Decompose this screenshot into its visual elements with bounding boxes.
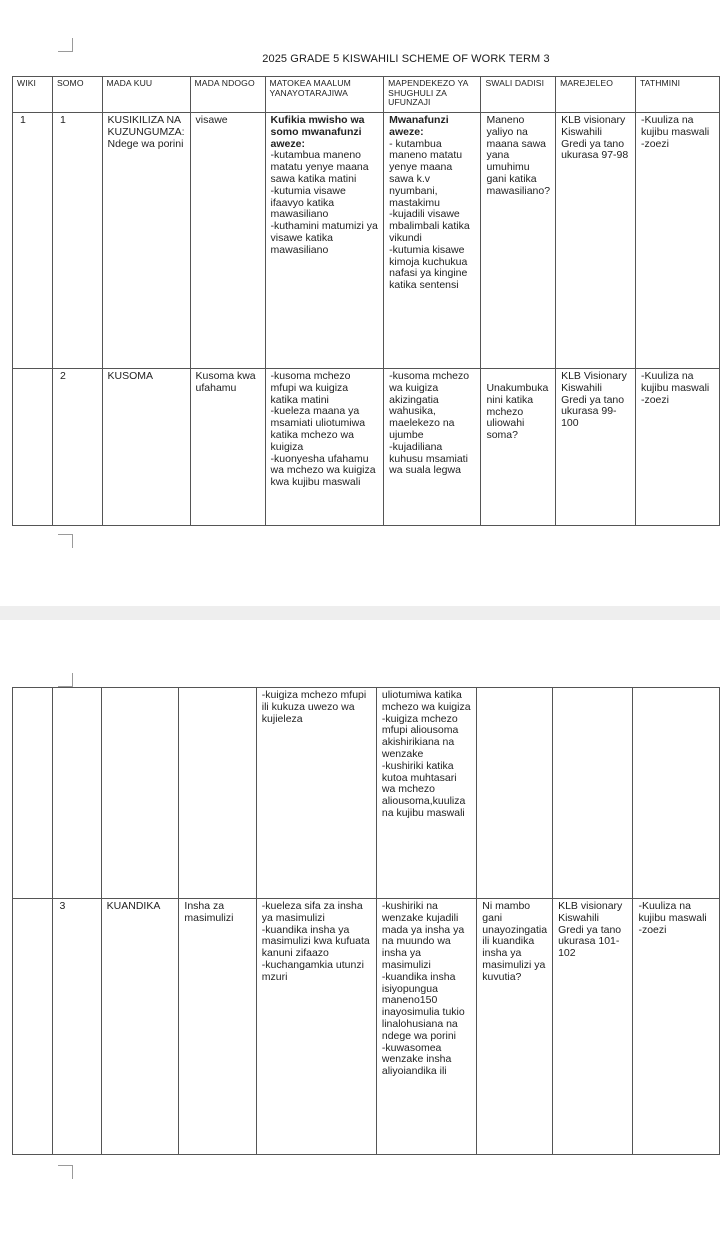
scheme-table	[12, 76, 720, 526]
cell-mada-ndogo	[179, 688, 256, 899]
header-wiki: WIKI	[13, 77, 53, 113]
page-1	[0, 0, 720, 608]
cell-tathmini: -Kuuliza na kujibu maswali -zoezi	[633, 899, 720, 1155]
cell-mada-ndogo: Kusoma kwa ufahamu	[190, 369, 265, 526]
cell-marejeleo	[553, 688, 633, 899]
cell-tathmini	[633, 688, 720, 899]
page-gap	[0, 606, 720, 620]
cell-mapendekezo: -kusoma mchezo wa kuigiza akizingatia wahusika, maelekezo na ujumbe -kujadiliana kuhusu msamiati wa suala legwa	[384, 369, 481, 526]
cell-marejeleo: KLB visionary Kiswahili Gredi ya tano ukurasa 101-102	[553, 899, 633, 1155]
mapendekezo-text: - kutambua maneno matatu yenye maana sawa k.v nyumbani, mastakimu -kujadili visawe mbalimbali katika vikundi -kutumia kisawe kimoja kuchukua nafasi ya kingine katika sentensi	[389, 137, 470, 292]
cell-swali: Unakumbuka nini katika mchezo uliowahi soma?	[481, 369, 556, 526]
header-somo: SOMO	[52, 77, 102, 113]
cell-matokea: -kusoma mchezo mfupi wa kuigiza katika matini -kueleza maana ya msamiati uliotumiwa katika mchezo wa kuigiza -kuonyesha ufahamu wa mchezo wa kuigiza kwa kujibu maswali	[265, 369, 384, 526]
table-row	[13, 899, 720, 1155]
cell-wiki: 1	[13, 113, 53, 369]
table-row	[13, 113, 720, 369]
cell-swali: Ni mambo gani unayozingatia ili kuandika insha ya masimulizi ya kuvutia?	[477, 899, 553, 1155]
mapendekezo-lead: Mwanafunzi aweze:	[389, 114, 449, 138]
cell-wiki	[13, 369, 53, 526]
cell-tathmini: -Kuuliza na kujibu maswali -zoezi	[635, 113, 719, 369]
page-title: 2025 GRADE 5 KISWAHILI SCHEME OF WORK TERM 3	[262, 53, 550, 65]
cell-matokea	[265, 113, 384, 369]
cell-mada-ndogo: visawe	[190, 113, 265, 369]
cell-mapendekezo	[384, 113, 481, 369]
cell-somo: 1	[52, 113, 102, 369]
cell-mada-kuu: KUANDIKA	[101, 899, 179, 1155]
cell-marejeleo: KLB visionary Kiswahili Gredi ya tano ukurasa 97-98	[556, 113, 636, 369]
cell-matokea: -kueleza sifa za insha ya masimulizi -kuandika insha ya masimulizi kwa kufuata kanuni zifaazo -kuchangamkia utunzi mzuri	[256, 899, 376, 1155]
cell-wiki	[13, 688, 53, 899]
table-row	[13, 688, 720, 899]
corner-mark-bottom	[58, 534, 73, 548]
header-row	[13, 77, 720, 113]
header-matokea: MATOKEA MAALUM YANAYOTARAJIWA	[265, 77, 384, 113]
scheme-table-continued	[12, 687, 720, 1155]
cell-mada-kuu: KUSIKILIZA NA KUZUNGUMZA: Ndege wa porini	[102, 113, 190, 369]
cell-tathmini: -Kuuliza na kujibu maswali -zoezi	[635, 369, 719, 526]
header-tathmini: TATHMINI	[635, 77, 719, 113]
cell-somo	[52, 688, 101, 899]
cell-mapendekezo: uliotumiwa katika mchezo wa kuigiza -kuigiza mchezo mfupi aliousoma akishirikiana na wenzake -kushiriki katika kutoa muhtasari wa mchezo aliousoma,kuuliza na kujibu maswali	[376, 688, 476, 899]
corner-mark-top	[58, 673, 73, 687]
header-swali: SWALI DADISI	[481, 77, 556, 113]
cell-mada-kuu	[101, 688, 179, 899]
table-row	[13, 369, 720, 526]
cell-mapendekezo: -kushiriki na wenzake kujadili mada ya insha ya na muundo wa insha ya masimulizi -kuandika insha isiyopungua maneno150 inayosimulia tukio linalohusiana na ndege wa porini -kuwasomea wenzake insha aliyoiandika ili	[376, 899, 476, 1155]
cell-mada-ndogo: Insha za masimulizi	[179, 899, 256, 1155]
header-mada-ndogo: MADA NDOGO	[190, 77, 265, 113]
corner-mark-bottom	[58, 1165, 73, 1179]
cell-wiki	[13, 899, 53, 1155]
header-mada-kuu: MADA KUU	[102, 77, 190, 113]
corner-mark-top	[58, 38, 73, 52]
cell-mada-kuu: KUSOMA	[102, 369, 190, 526]
cell-matokea: -kuigiza mchezo mfupi ili kukuza uwezo wa kujieleza	[256, 688, 376, 899]
matokea-lead: Kufikia mwisho wa somo mwanafunzi aweze:	[270, 114, 365, 150]
header-mapendekezo: MAPENDEKEZO YA SHUGHULI ZA UFUNZAJI	[384, 77, 481, 113]
cell-somo: 3	[52, 899, 101, 1155]
cell-marejeleo: KLB Visionary Kiswahili Gredi ya tano ukurasa 99-100	[556, 369, 636, 526]
cell-swali	[477, 688, 553, 899]
matokea-text: -kutambua maneno matatu yenye maana sawa katika matini -kutumia visawe ifaavyo katika mawasiliano -kuthamini matumizi ya visawe katika mawasiliano	[270, 149, 378, 256]
cell-swali: Maneno yaliyo na maana sawa yana umuhimu gani katika mawasiliano?	[481, 113, 556, 369]
header-marejeleo: MAREJELEO	[556, 77, 636, 113]
cell-somo: 2	[52, 369, 102, 526]
